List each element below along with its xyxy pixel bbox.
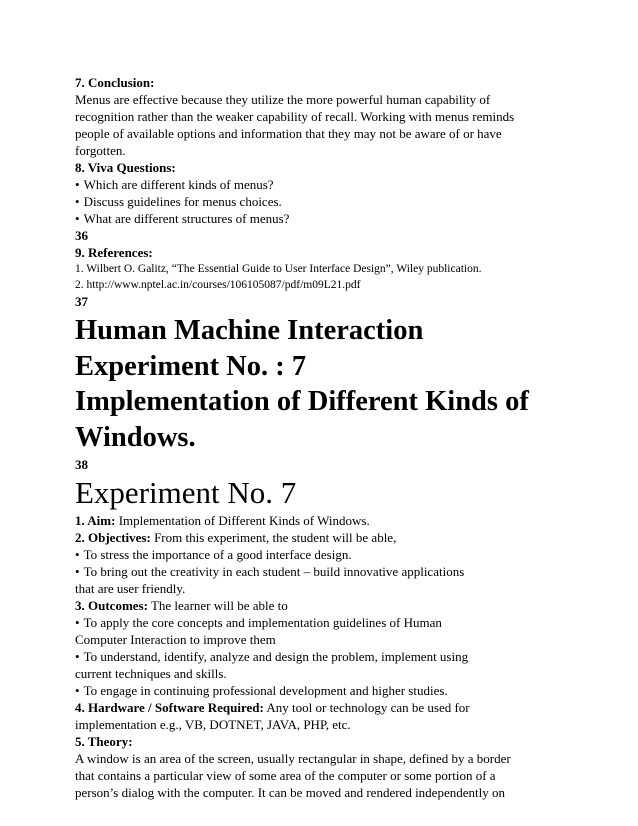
viva-question-2: • Discuss guidelines for menus choices. [75,193,575,210]
references-heading: 9. References: [75,245,153,260]
page-number-36: 36 [75,228,88,243]
title-line-3: Implementation of Different Kinds of [75,386,529,417]
objective-bullet-2: • To bring out the creativity in each student – build innovative applications [75,563,575,580]
viva-question-1: • Which are different kinds of menus? [75,176,575,193]
title-line-4: Windows. [75,421,196,453]
outcome-bullet-3: • To engage in continuing professional development and higher studies. [75,682,575,699]
viva-questions-heading: 8. Viva Questions: [75,160,176,175]
conclusion-line-3: people of available options and information that they may not be aware of or have [75,126,502,141]
aim-text: Implementation of Different Kinds of Windows. [115,513,370,528]
theory-line-2: that contains a particular view of some area of the computer or some portion of a [75,768,496,783]
page-number-38: 38 [75,457,88,472]
theory-line-3: person’s dialog with the computer. It can be moved and rendered independently on [75,785,505,800]
aim-line [75,512,575,529]
hardware-line-2: implementation e.g., VB, DOTNET, JAVA, PHP, etc. [75,717,351,732]
outcome-bullet-2: • To understand, identify, analyze and design the problem, implement using [75,648,575,665]
objectives-text: From this experiment, the student will be able, [150,530,397,545]
experiment-heading: Experiment No. 7 [75,475,297,510]
outcomes-line [75,597,575,614]
document-page [75,74,575,801]
outcomes-label: 3. Outcomes: [75,598,148,613]
objective-bullet-2-cont: that are user friendly. [75,581,186,596]
outcome-bullet-2-cont: current techniques and skills. [75,666,227,681]
title-line-2: Experiment No. : 7 [75,350,307,382]
objectives-label: 2. Objectives: [75,530,151,545]
conclusion-line-4: forgotten. [75,143,126,158]
objective-bullet-1: • To stress the importance of a good interface design. [75,546,575,563]
viva-question-3: • What are different structures of menus? [75,210,575,227]
conclusion-heading: 7. Conclusion: [75,75,155,90]
theory-line-1: A window is an area of the screen, usually rectangular in shape, defined by a border [75,751,511,766]
hardware-label: 4. Hardware / Software Required: [75,700,264,715]
outcome-bullet-1: • To apply the core concepts and implementation guidelines of Human [75,614,575,631]
conclusion-line-1: Menus are effective because they utilize the more powerful human capability of [75,92,491,107]
reference-1: 1. Wilbert O. Galitz, “The Essential Guide to User Interface Design”, Wiley publication. [75,263,482,275]
conclusion-line-2: recognition rather than the weaker capability of recall. Working with menus reminds [75,109,515,124]
aim-label: 1. Aim: [75,513,116,528]
theory-heading: 5. Theory: [75,734,133,749]
hardware-line [75,699,575,716]
reference-2: 2. http://www.nptel.ac.in/courses/106105087/pdf/m09L21.pdf [75,279,361,291]
objectives-line [75,529,575,546]
title-line-1: Human Machine Interaction [75,315,424,346]
outcome-bullet-1-cont: Computer Interaction to improve them [75,632,276,647]
outcomes-text: The learner will be able to [147,598,288,613]
page-number-37: 37 [75,294,88,309]
hardware-text: Any tool or technology can be used for [263,700,470,715]
title-block [75,313,575,455]
